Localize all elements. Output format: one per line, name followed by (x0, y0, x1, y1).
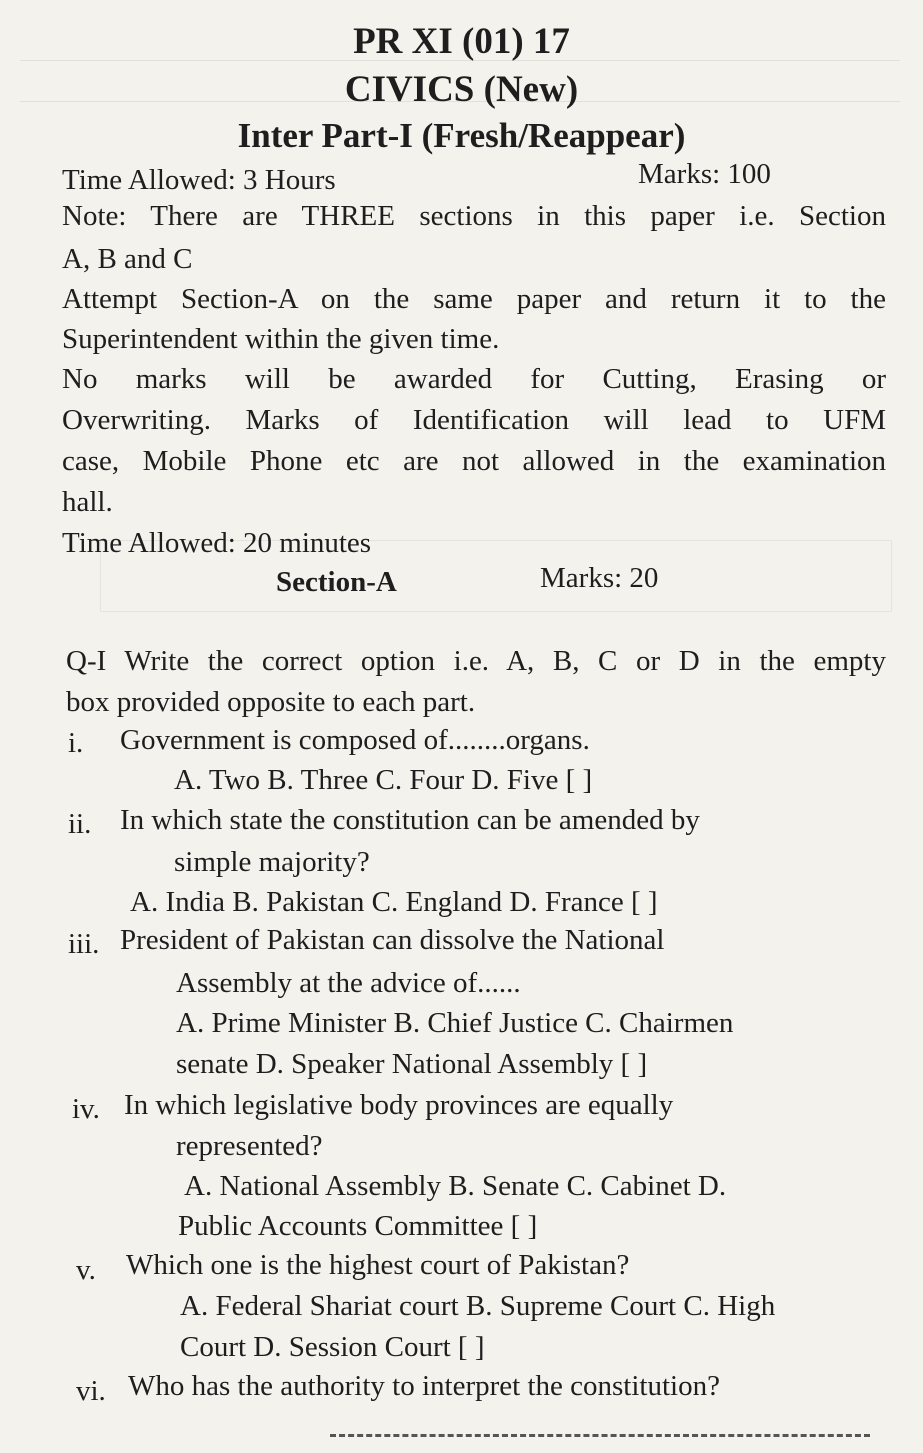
item-iv-options-line-1: A. National Assembly B. Senate C. Cabinet D. (184, 1170, 727, 1202)
item-ii-number: ii. (68, 808, 92, 840)
note-line-1: Note: There are THREE sections in this paper i.e. Section (62, 200, 886, 232)
note-line-8: hall. (62, 486, 113, 518)
item-v-options-line-2: Court D. Session Court [ ] (180, 1331, 485, 1363)
note-line-5: No marks will be awarded for Cutting, Erasing or (62, 363, 886, 395)
question-instruction-line-2: box provided opposite to each part. (66, 686, 476, 718)
item-iv-number: iv. (72, 1093, 100, 1125)
item-vi-number: vi. (76, 1375, 106, 1407)
item-iii-options-line-2: senate D. Speaker National Assembly [ ] (176, 1048, 648, 1080)
section-a-time: Time Allowed: 20 minutes (62, 527, 372, 559)
item-i-number: i. (68, 727, 84, 759)
paper-code: PR XI (01) 17 (353, 21, 570, 62)
note-line-7: case, Mobile Phone etc are not allowed in the examination (62, 445, 886, 477)
section-a-title: Section-A (276, 566, 397, 598)
item-iv-question-line-2: represented? (176, 1130, 323, 1162)
item-iii-options-line-1: A. Prime Minister B. Chief Justice C. Chairmen (176, 1007, 734, 1039)
question-instruction-line-1: Q-I Write the correct option i.e. A, B, C or D in the empty (66, 645, 886, 677)
item-v-question: Which one is the highest court of Pakistan? (126, 1249, 630, 1281)
item-v-number: v. (76, 1254, 96, 1286)
item-iii-number: iii. (68, 928, 100, 960)
item-iv-question-line-1: In which legislative body provinces are equally (124, 1089, 674, 1121)
item-v-options-line-1: A. Federal Shariat court B. Supreme Court C. High (180, 1290, 776, 1322)
item-i-options: A. Two B. Three C. Four D. Five [ ] (174, 764, 593, 796)
item-i-question: Government is composed of........organs. (120, 724, 590, 756)
total-marks: Marks: 100 (638, 158, 771, 190)
item-ii-question-line-2: simple majority? (174, 846, 370, 878)
note-line-6: Overwriting. Marks of Identification will lead to UFM (62, 404, 886, 436)
time-allowed: Time Allowed: 3 Hours (62, 164, 336, 196)
item-ii-question-line-1: In which state the constitution can be amended by (120, 804, 700, 836)
item-vi-question: Who has the authority to interpret the constitution? (128, 1370, 720, 1402)
note-line-3: Attempt Section-A on the same paper and return it to the (62, 283, 886, 315)
item-iv-options-line-2: Public Accounts Committee [ ] (178, 1210, 538, 1242)
item-ii-options: A. India B. Pakistan C. England D. France [ ] (130, 886, 658, 918)
exam-part-title: Inter Part-I (Fresh/Reappear) (237, 116, 686, 155)
note-line-4: Superintendent within the given time. (62, 323, 500, 355)
item-iii-question-line-2: Assembly at the advice of...... (176, 967, 521, 999)
subject-title: CIVICS (New) (344, 69, 579, 110)
section-a-marks: Marks: 20 (540, 562, 659, 594)
bottom-dashed-divider (330, 1434, 870, 1437)
item-iii-question-line-1: President of Pakistan can dissolve the National (120, 924, 665, 956)
note-line-2: A, B and C (62, 243, 193, 275)
